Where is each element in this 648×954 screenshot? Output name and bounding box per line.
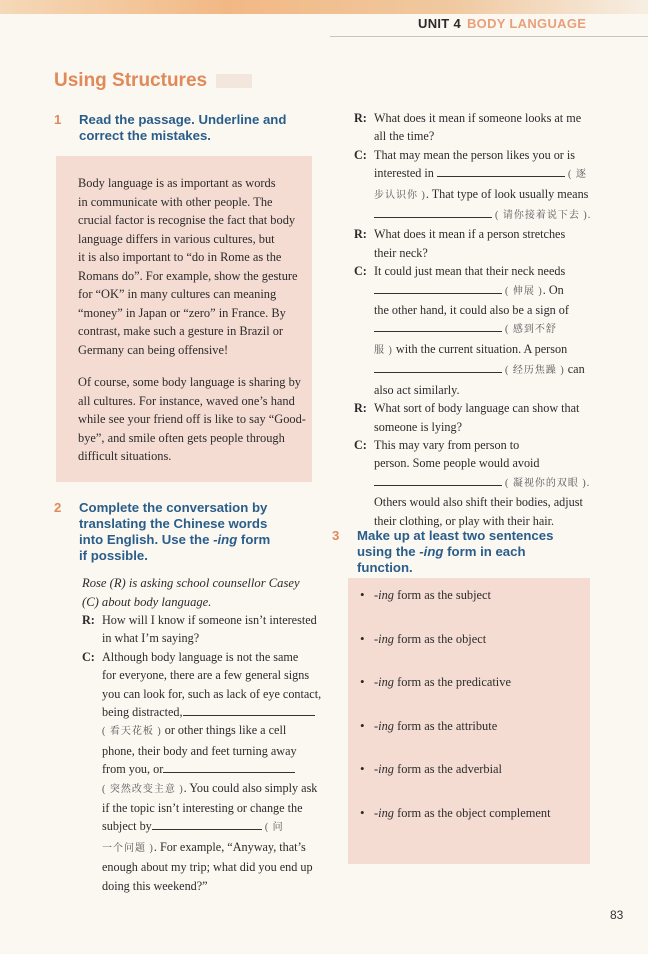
dialog-line: you can look for, such as lack of eye contact, bbox=[102, 686, 322, 701]
task-1-heading bbox=[54, 112, 314, 146]
chinese-prompt: ( 逐 bbox=[568, 169, 587, 181]
task-instruction bbox=[79, 112, 286, 144]
chinese-prompt: 服 ) bbox=[374, 344, 393, 356]
speaker-label: R: bbox=[354, 401, 367, 416]
passage-paragraph-2 bbox=[78, 373, 306, 466]
dialog-line: or other things like a cell bbox=[161, 723, 287, 738]
chinese-prompt: ( 请你接着说下去 ). bbox=[495, 210, 592, 222]
answer-blank[interactable] bbox=[374, 361, 502, 373]
passage-line: while see your friend off is like to say “Good- bbox=[78, 412, 306, 426]
dialog-line: . You could also simply ask bbox=[183, 780, 318, 795]
dialog-line: Although body language is not the same bbox=[102, 649, 299, 664]
chinese-prompt: 一个问题 ) bbox=[102, 842, 154, 854]
function-label: form as the attribute bbox=[393, 718, 498, 733]
chinese-prompt: ( 看天花板 ) bbox=[102, 726, 162, 738]
dialog-line: in what I’m saying? bbox=[102, 631, 200, 646]
passage-line: Germany can being offensive! bbox=[78, 342, 229, 357]
passage-line: difficult situations. bbox=[78, 449, 172, 463]
dialog-line: What does it mean if a person stretches bbox=[374, 227, 566, 242]
dialog-line: all the time? bbox=[374, 129, 435, 144]
task-line: function. bbox=[357, 560, 413, 575]
task-line: correct the mistakes. bbox=[79, 128, 211, 143]
list-item bbox=[358, 762, 551, 806]
function-label: form as the object complement bbox=[393, 805, 551, 820]
task-emphasis: -ing bbox=[213, 532, 238, 547]
left-dialog bbox=[82, 611, 327, 895]
dialog-turn-r1 bbox=[82, 611, 327, 648]
task-number: 2 bbox=[54, 500, 62, 515]
ing-emphasis: -ing bbox=[374, 805, 394, 820]
task-line: Make up at least two sentences bbox=[357, 528, 554, 543]
unit-topic: BODY LANGUAGE bbox=[466, 16, 587, 31]
top-decorative-band bbox=[0, 0, 648, 14]
dialog-line: . For example, “Anyway, that’s bbox=[153, 839, 306, 854]
dialog-line: What sort of body language can show that bbox=[374, 401, 580, 416]
task-line: using the bbox=[357, 544, 420, 559]
dialog-line: What does it mean if someone looks at me bbox=[374, 111, 582, 125]
answer-blank[interactable] bbox=[152, 818, 262, 830]
list-item bbox=[358, 719, 551, 763]
passage-line: “money” in Japan or “zero” in France. By bbox=[78, 305, 286, 320]
chinese-prompt: ( 伸展 ) bbox=[505, 285, 543, 297]
speaker-label: R: bbox=[82, 613, 95, 627]
speaker-label: C: bbox=[354, 147, 367, 162]
right-dialog bbox=[354, 109, 616, 530]
dialog-line: their neck? bbox=[374, 245, 428, 260]
list-item bbox=[358, 806, 551, 850]
dialog-line: doing this weekend?” bbox=[102, 878, 208, 893]
ing-emphasis: -ing bbox=[374, 718, 394, 733]
dialog-line: . That type of look usually means bbox=[425, 186, 589, 201]
function-label: form as the predicative bbox=[393, 675, 511, 689]
task-emphasis: -ing bbox=[419, 544, 444, 559]
header-rule bbox=[330, 36, 648, 37]
speaker-label: C: bbox=[82, 649, 95, 664]
task-3-heading bbox=[332, 528, 602, 578]
task-number: 1 bbox=[54, 112, 62, 127]
speaker-label: C: bbox=[354, 264, 367, 279]
passage-line: all cultures. For instance, waved one’s hand bbox=[78, 393, 295, 408]
chinese-prompt: ( 突然改变主意 ) bbox=[102, 783, 184, 795]
dialog-line: . On bbox=[542, 282, 564, 297]
ing-emphasis: -ing bbox=[374, 631, 394, 646]
chinese-prompt: ( 问 bbox=[264, 822, 284, 834]
speaker-label: R: bbox=[354, 227, 367, 242]
ing-emphasis: -ing bbox=[374, 675, 394, 689]
dialog-line: can bbox=[564, 362, 585, 377]
passage-line: it is also important to “do in Rome as the bbox=[78, 250, 282, 264]
speaker-label: C: bbox=[354, 437, 367, 452]
passage-line: language differs in various cultures, but bbox=[78, 231, 275, 246]
task-line: Complete the conversation by bbox=[79, 500, 268, 515]
task-line: Read the passage. Underline and bbox=[79, 112, 287, 127]
passage-paragraph-1 bbox=[78, 174, 298, 359]
dialog-line: This may vary from person to bbox=[374, 437, 520, 452]
task-line: into English. Use the bbox=[79, 532, 214, 547]
intro-line: Rose (R) is asking school counsellor Casey bbox=[82, 576, 300, 590]
list-item bbox=[358, 588, 551, 632]
answer-blank[interactable] bbox=[163, 761, 295, 773]
task-line: if possible. bbox=[79, 548, 148, 563]
passage-line: bye”, and smile often gets people through bbox=[78, 430, 285, 445]
dialog-line: interested in bbox=[374, 166, 434, 181]
dialog-line: their clothing, or play with their hair. bbox=[374, 513, 555, 528]
task-line: form in each bbox=[443, 544, 526, 559]
passage-line: in communicate with other people. The bbox=[78, 194, 273, 209]
answer-blank[interactable] bbox=[374, 320, 502, 332]
dialog-turn-c3 bbox=[354, 262, 616, 399]
function-label: form as the object bbox=[393, 631, 487, 646]
dialog-line: from you, or bbox=[102, 762, 164, 777]
task-line: form bbox=[237, 532, 271, 547]
ing-emphasis: -ing bbox=[374, 588, 394, 602]
speaker-label: R: bbox=[354, 111, 367, 125]
title-decoration bbox=[216, 74, 252, 88]
passage-line: for “OK” in many cultures can meaning bbox=[78, 287, 277, 301]
passage-line: Romans do”. For example, show the gesture bbox=[78, 268, 298, 283]
conversation-intro bbox=[82, 574, 322, 611]
dialog-turn-c1 bbox=[82, 648, 327, 895]
function-label: form as the subject bbox=[393, 588, 492, 602]
section-title: Using Structures bbox=[54, 70, 208, 91]
function-label: form as the adverbial bbox=[393, 762, 502, 776]
list-item bbox=[358, 632, 551, 676]
chinese-prompt: ( 凝视你的双眼 ). bbox=[505, 477, 591, 489]
dialog-line: the other hand, it could also be a sign of bbox=[374, 303, 569, 318]
answer-blank[interactable] bbox=[437, 165, 565, 177]
dialog-line: subject by bbox=[102, 819, 152, 834]
unit-header bbox=[418, 16, 586, 31]
dialog-line: also act similarly. bbox=[374, 382, 460, 397]
dialog-line: It could just mean that their neck needs bbox=[374, 264, 566, 279]
dialog-turn-c2 bbox=[354, 146, 616, 226]
dialog-line: for everyone, there are a few general signs bbox=[102, 668, 310, 683]
dialog-line: person. Some people would avoid bbox=[374, 456, 540, 471]
page-number: 83 bbox=[610, 908, 624, 922]
chinese-prompt: ( 感到不舒 bbox=[505, 324, 557, 336]
dialog-turn-r2 bbox=[354, 109, 616, 146]
intro-line: (C) about body language. bbox=[82, 594, 212, 609]
dialog-line: Others would also shift their bodies, adjust bbox=[374, 495, 583, 510]
dialog-line: How will I know if someone isn’t interested bbox=[102, 613, 317, 627]
task-instruction bbox=[79, 500, 270, 564]
dialog-turn-c4 bbox=[354, 436, 616, 530]
dialog-line: someone is lying? bbox=[374, 419, 463, 434]
task-2-heading bbox=[54, 500, 314, 566]
dialog-line: if the topic isn’t interesting or change the bbox=[102, 801, 303, 816]
answer-blank[interactable] bbox=[183, 704, 315, 716]
task-line: translating the Chinese words bbox=[79, 516, 268, 531]
task-number: 3 bbox=[332, 528, 340, 543]
chinese-prompt: ( 经历焦躁 ) bbox=[505, 365, 565, 377]
answer-blank[interactable] bbox=[374, 474, 502, 486]
dialog-line: That may mean the person likes you or is bbox=[374, 147, 576, 162]
passage-line: crucial factor is recognise the fact that body bbox=[78, 213, 296, 227]
unit-label: UNIT 4 bbox=[418, 16, 461, 31]
passage-line: contrast, make such a gesture in Brazil or bbox=[78, 324, 284, 338]
passage-line: Body language is as important as words bbox=[78, 176, 276, 190]
dialog-line: with the current situation. A person bbox=[392, 341, 568, 356]
dialog-turn-r4 bbox=[354, 399, 616, 436]
answer-blank[interactable] bbox=[374, 206, 492, 218]
answer-blank[interactable] bbox=[374, 282, 502, 294]
chinese-prompt: 步认识你 ) bbox=[374, 189, 426, 201]
dialog-turn-r3 bbox=[354, 225, 616, 262]
ing-emphasis: -ing bbox=[374, 762, 394, 776]
function-list bbox=[358, 588, 551, 849]
dialog-line: phone, their body and feet turning away bbox=[102, 743, 297, 758]
task-instruction bbox=[357, 528, 553, 576]
dialog-line: enough about my trip; what did you end up bbox=[102, 860, 313, 875]
passage-line: Of course, some body language is sharing by bbox=[78, 375, 301, 389]
list-item bbox=[358, 675, 551, 719]
dialog-line: being distracted, bbox=[102, 705, 183, 720]
